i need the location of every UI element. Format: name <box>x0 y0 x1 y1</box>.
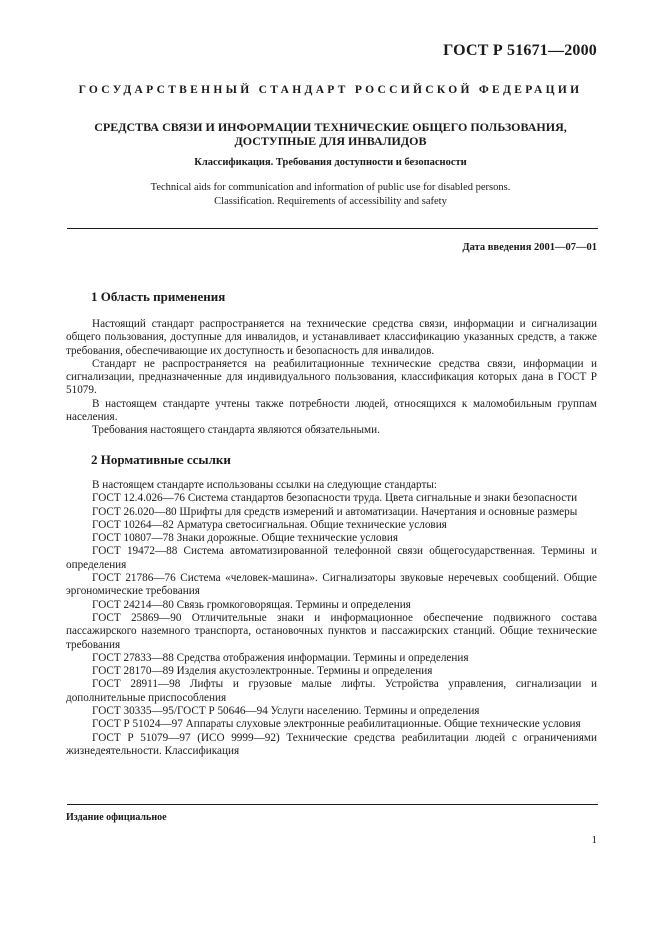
reference-item: ГОСТ Р 51024—97 Аппараты слуховые электронные реабилитационные. Общие технические условия <box>92 718 581 731</box>
reference-item: ГОСТ 24214—80 Связь громкоговорящая. Термины и определения <box>92 598 411 611</box>
reference-item: ГОСТ 21786—76 Система «человек-машина». Сигнализаторы звуковые неречевых сообщений. Общие эргономические требования <box>66 572 597 598</box>
paragraph: Требования настоящего стандарта являются обязательными. <box>92 424 380 437</box>
paragraph: Настоящий стандарт распространяется на технические средства связи, информации и сигнализации общего пользования, доступные для инвалидов, и устанавливает классификацию указанных средств, а также требования, обеспечивающие их доступность и безопасность для инвалидов. <box>66 318 597 357</box>
reference-item: ГОСТ 27833—88 Средства отображения информации. Термины и определения <box>92 651 469 664</box>
document-subtitle: Классификация. Требования доступности и безопасности <box>194 157 467 168</box>
document-title <box>60 120 601 148</box>
title-line-2: ДОСТУПНЫЕ ДЛЯ ИНВАЛИДОВ <box>234 134 427 148</box>
english-title-line-2: Classification. Requirements of accessibility and safety <box>214 196 447 207</box>
reference-item: ГОСТ 19472—88 Система автоматизированной телефонной связи общегосударственная. Термины и определения <box>66 545 597 571</box>
edition-label: Издание официальное <box>66 812 167 823</box>
footer-divider <box>67 804 598 805</box>
reference-item: ГОСТ 28911—98 Лифты и грузовые малые лифты. Устройства управления, сигнализации и дополнительные приспособления <box>66 678 597 704</box>
reference-item: ГОСТ 25869—90 Отличительные знаки и информационное обеспечение подвижного состава пассажирского наземного транспорта, остановочных пунктов и пассажирских станций. Общие технические требования <box>66 611 597 651</box>
reference-item: ГОСТ 26.020—80 Шрифты для средств измерений и автоматизации. Начертания и основные размеры <box>92 505 578 518</box>
section-1-heading: 1 Область применения <box>91 289 226 304</box>
section-2-heading: 2 Нормативные ссылки <box>91 452 231 467</box>
english-title <box>60 181 601 209</box>
reference-item: ГОСТ 10264—82 Арматура светосигнальная. Общие технические условия <box>92 518 447 531</box>
introduction-date: Дата введения 2001—07—01 <box>462 242 597 253</box>
document-number: ГОСТ Р 51671—2000 <box>443 42 597 59</box>
reference-item: ГОСТ 28170—89 Изделия акустоэлектронные. Термины и определения <box>92 665 433 678</box>
agency-header: ГОСУДАРСТВЕННЫЙ СТАНДАРТ РОССИЙСКОЙ ФЕДЕРАЦИИ <box>78 84 583 96</box>
paragraph: В настоящем стандарте использованы ссылки на следующие стандарты: <box>92 479 437 491</box>
paragraph: В настоящем стандарте учтены также потребности людей, относящихся к маломобильным группам населения. <box>66 397 597 424</box>
reference-item: ГОСТ 30335—95/ГОСТ Р 50646—94 Услуги населению. Термины и определения <box>92 705 480 718</box>
title-line-1: СРЕДСТВА СВЯЗИ И ИНФОРМАЦИИ ТЕХНИЧЕСКИЕ ОБЩЕГО ПОЛЬЗОВАНИЯ, <box>94 120 567 134</box>
section-2-body <box>66 479 597 758</box>
header-divider <box>67 228 598 229</box>
section-1-body <box>66 318 597 438</box>
reference-item: ГОСТ Р 51079—97 (ИСО 9999—92) Технические средства реабилитации людей с ограничениями жизнедеятельности. Классификация <box>66 731 597 757</box>
page-number: 1 <box>591 834 597 846</box>
english-title-line-1: Technical aids for communication and information of public use for disabled persons. <box>150 182 511 193</box>
reference-item: ГОСТ 10807—78 Знаки дорожные. Общие технические условия <box>92 532 398 545</box>
reference-item: ГОСТ 12.4.026—76 Система стандартов безопасности труда. Цвета сигнальные и знаки безопасности <box>92 492 578 505</box>
paragraph: Стандарт не распространяется на реабилитационные технические средства связи, информации и сигнализации, предназначенные для индивидуального пользования, классификация которых дана в ГОСТ Р 51079. <box>66 357 597 397</box>
